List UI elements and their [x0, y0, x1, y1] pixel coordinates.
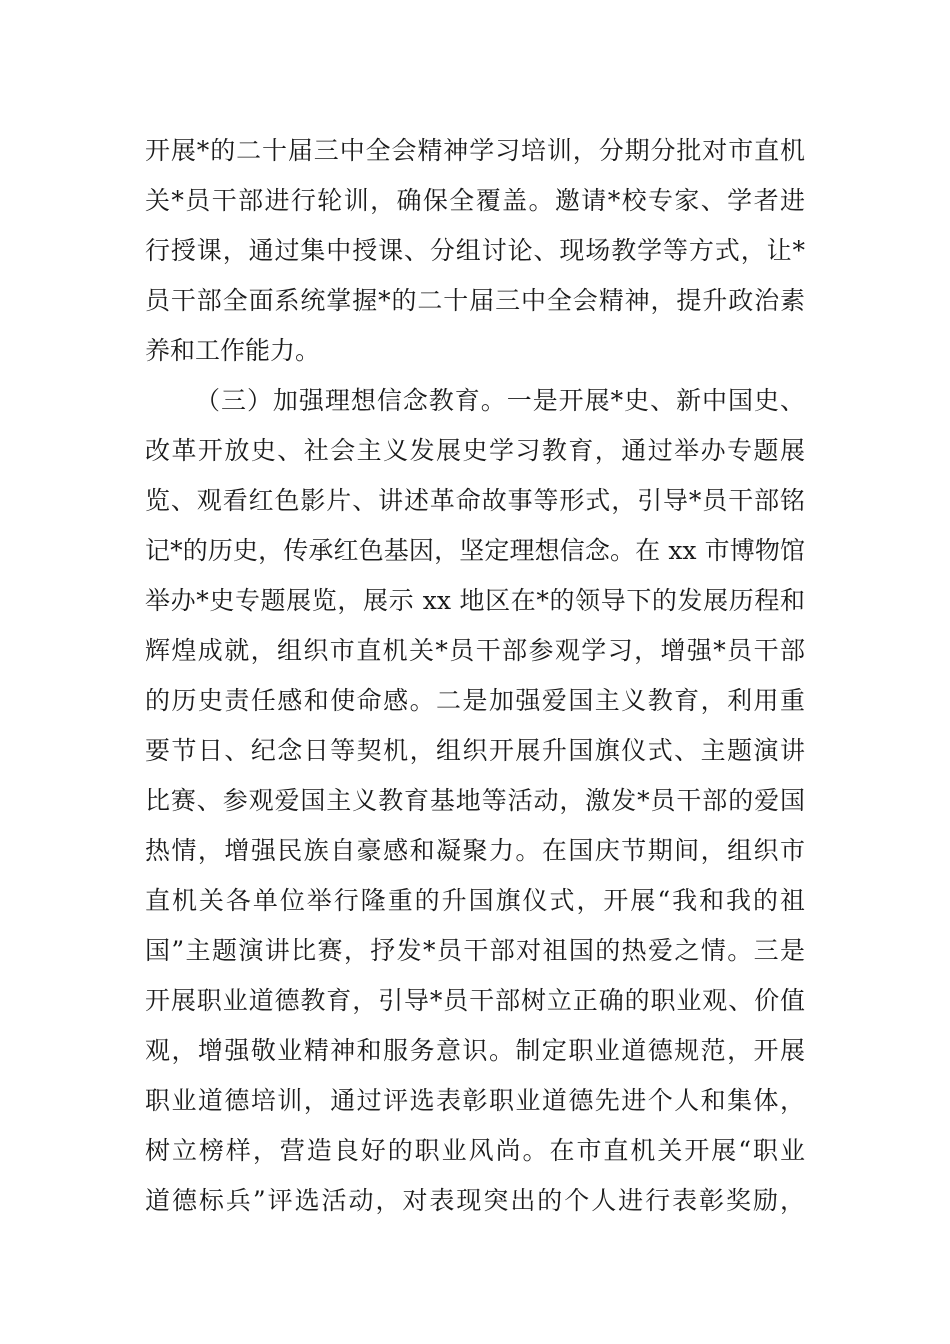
text-line: 关*员干部进行轮训，确保全覆盖。邀请*校专家、学者进 [145, 186, 805, 215]
text-line: 比赛、参观爱国主义教育基地等活动，激发*员干部的爱国 [145, 786, 805, 815]
text-line: 观，增强敬业精神和服务意识。制定职业道德规范，开展 [145, 1036, 805, 1065]
text-line: 养和工作能力。 [145, 336, 321, 365]
text-line: 职业道德培训，通过评选表彰职业道德先进个人和集体， [145, 1086, 805, 1115]
text-line: 道德标兵”评选活动，对表现突出的个人进行表彰奖励， [145, 1186, 805, 1215]
text-line: 行授课，通过集中授课、分组讨论、现场教学等方式，让* [145, 236, 805, 265]
text-line: 记*的历史，传承红色基因，坚定理想信念。在 xx 市博物馆 [145, 536, 805, 565]
text-line: 国”主题演讲比赛，抒发*员干部对祖国的热爱之情。三是 [145, 936, 805, 965]
text-line: 开展职业道德教育，引导*员干部树立正确的职业观、价值 [145, 986, 805, 1015]
text-line: 举办*史专题展览，展示 xx 地区在*的领导下的发展历程和 [145, 586, 805, 615]
text-line: 辉煌成就，组织市直机关*员干部参观学习，增强*员干部 [145, 636, 805, 665]
text-line: 开展*的二十届三中全会精神学习培训，分期分批对市直机 [145, 136, 805, 165]
text-line: 树立榜样，营造良好的职业风尚。在市直机关开展“职业 [145, 1136, 805, 1165]
text-line: 员干部全面系统掌握*的二十届三中全会精神，提升政治素 [145, 286, 805, 315]
text-line: 改革开放史、社会主义发展史学习教育，通过举办专题展 [145, 436, 805, 465]
text-line: 热情，增强民族自豪感和凝聚力。在国庆节期间，组织市 [145, 836, 805, 865]
text-line: 的历史责任感和使命感。二是加强爱国主义教育，利用重 [145, 686, 805, 715]
section-heading-line: （三）加强理想信念教育。一是开展*史、新中国史、 [195, 386, 805, 415]
text-line: 览、观看红色影片、讲述革命故事等形式，引导*员干部铭 [145, 486, 805, 515]
text-line: 直机关各单位举行隆重的升国旗仪式，开展“我和我的祖 [145, 886, 805, 915]
text-line: 要节日、纪念日等契机，组织开展升国旗仪式、主题演讲 [145, 736, 805, 765]
